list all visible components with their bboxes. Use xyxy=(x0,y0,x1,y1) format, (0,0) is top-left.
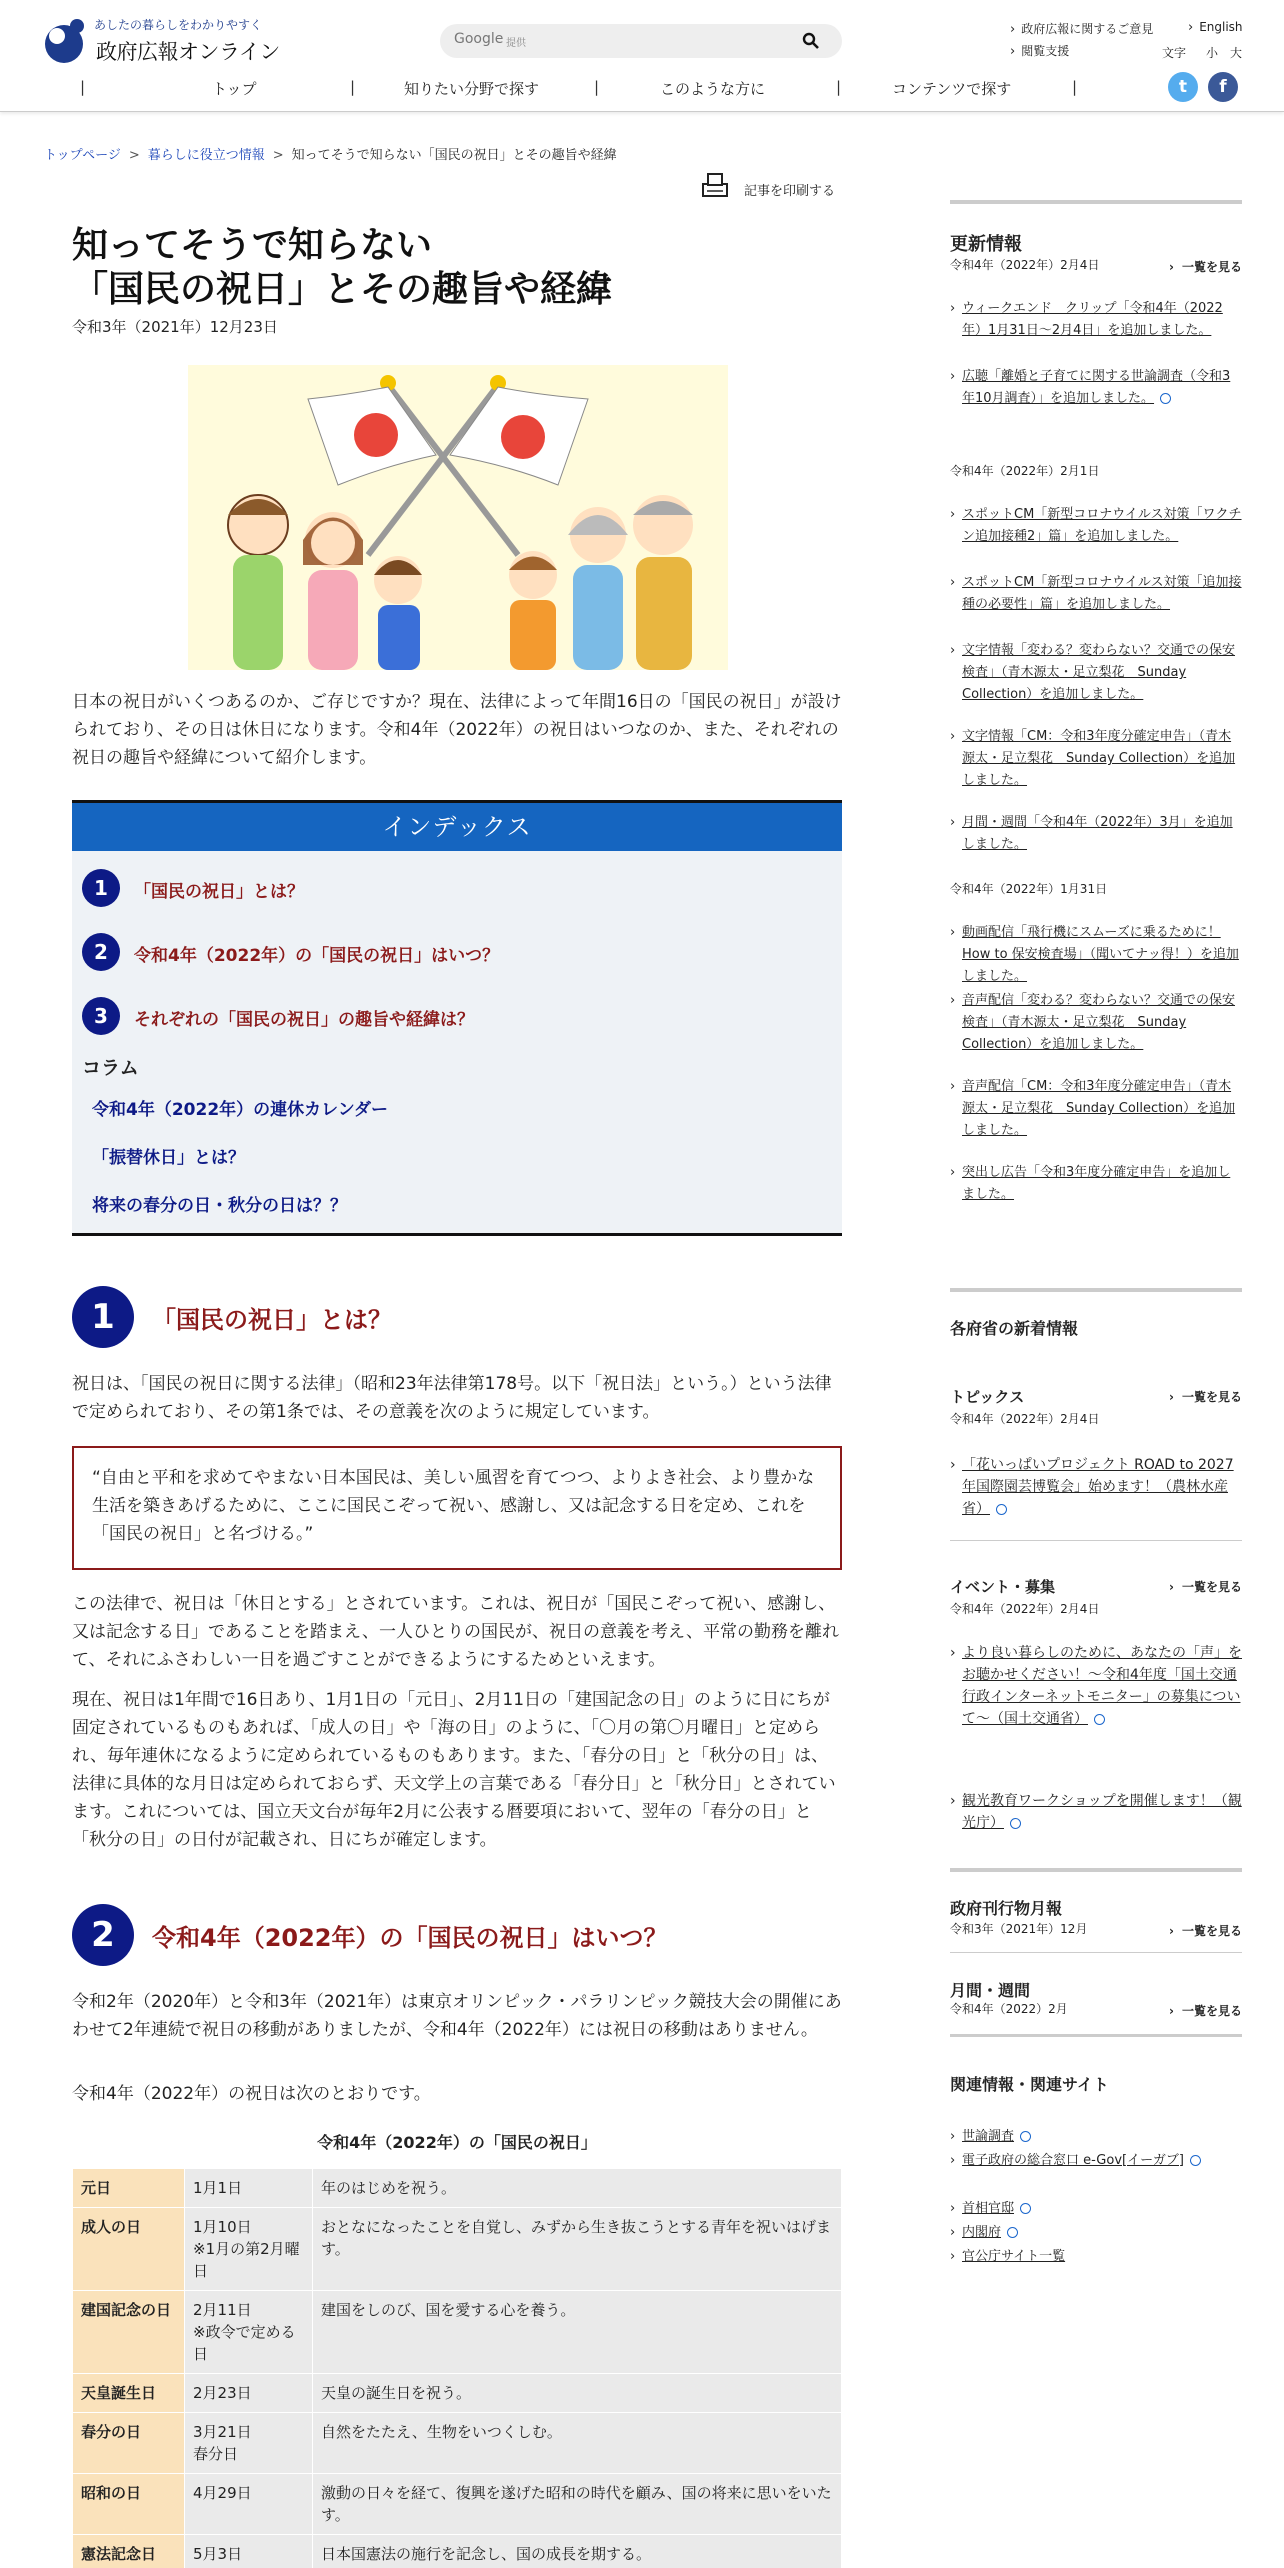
holiday-row xyxy=(73,2169,842,2208)
holiday-row xyxy=(73,2413,842,2474)
column-heading: コラム xyxy=(82,1057,139,1079)
updates-date: 令和4年（2022年）1月31日 xyxy=(950,882,1108,896)
topics-heading: トピックス xyxy=(950,1388,1025,1406)
holiday-date: 1月10日 ※1月の第2月曜日 xyxy=(185,2208,313,2291)
external-link-icon xyxy=(1160,393,1171,404)
facebook-icon[interactable]: f xyxy=(1208,72,1238,102)
events-item-1[interactable]: › より良い暮らしのために、あなたの「声」をお聴かせください！～令和4年度「国土交通行政インターネットモニター」の募集について～（国土交通省） xyxy=(950,1642,1242,1730)
law-quote: “自由と平和を求めてやまない日本国民は、美しい風習を育てつつ、よりよき社会、より豊かな生活を築きあげるために、ここに国民こぞって祝い、感謝し、又は記念する日を定め、これを「国民の祝日」と名づける。” xyxy=(72,1446,842,1570)
column-link-substitute[interactable]: 「振替休日」とは？ xyxy=(92,1148,245,1168)
section-2-p1: 令和2年（2020年）と令和3年（2021年）は東京オリンピック・パラリンピック競技大会の開催にあわせて2年連続で祝日の移動がありましたが、令和4年（2022年）には祝日の移動はありません。 xyxy=(72,1992,842,2040)
topics-item[interactable]: › 「花いっぱいプロジェクト ROAD to 2027年国際園芸博覧会」始めます！（農林水産省） xyxy=(950,1454,1242,1520)
holiday-name: 建国記念の日 xyxy=(73,2291,185,2374)
accessibility-link[interactable]: › 閲覧支援 xyxy=(1010,42,1069,59)
holiday-description: 建国をしのび、国を愛する心を養う。 xyxy=(313,2291,842,2374)
search-placeholder: 提供 xyxy=(506,38,526,49)
section-1-p1: 祝日は、「国民の祝日に関する法律」（昭和23年法律第178号。以下「祝日法」という。）という法律で定められており、その第1条では、その意義を次のように規定しています。 xyxy=(72,1374,832,1422)
twitter-icon[interactable]: t xyxy=(1168,72,1198,102)
holiday-row xyxy=(73,2374,842,2413)
holiday-description: 激動の日々を経て、復興を遂げた昭和の時代を顧み、国の将来に思いをいたす。 xyxy=(313,2474,842,2535)
related-link[interactable]: › 内閣府 xyxy=(950,2222,1242,2244)
holiday-name: 昭和の日 xyxy=(73,2474,185,2535)
updates-more-link[interactable]: › 一覧を見る xyxy=(1169,258,1242,275)
monthly-heading: 政府刊行物月報 xyxy=(950,1899,1063,1918)
update-item[interactable]: › スポットCM「新型コロナウイルス対策「ワクチン追加接種2」篇」を追加しました。 xyxy=(950,504,1242,548)
breadcrumb-current: 知ってそうで知らない「国民の祝日」とその趣旨や経緯 xyxy=(291,148,617,163)
monthly-date: 令和3年（2021年）12月 xyxy=(950,1922,1088,1936)
breadcrumb-life[interactable]: 暮らしに役立つ情報 xyxy=(147,148,265,163)
update-item[interactable]: › 動画配信「飛行機にスムーズに乗るために！How to 保安検査場」（聞いてナッ得！）を追加しました。 xyxy=(950,922,1242,988)
holiday-description: 日本国憲法の施行を記念し、国の成長を期する。 xyxy=(313,2535,842,2568)
column-link-calendar[interactable]: 令和4年（2022年）の連休カレンダー xyxy=(92,1100,389,1120)
updates-date: 令和4年（2022年）2月4日 xyxy=(950,258,1100,272)
events-heading: イベント・募集 xyxy=(950,1578,1056,1596)
article-date: 令和3年（2021年）12月23日 xyxy=(72,318,278,336)
holiday-description: 自然をたたえ、生物をいつくしむ。 xyxy=(313,2413,842,2474)
holiday-table xyxy=(72,2168,842,2568)
breadcrumb: トップページ > 暮らしに役立つ情報 > 知ってそうで知らない「国民の祝日」とその趣旨や経緯 xyxy=(44,148,617,163)
events-more-link[interactable]: › 一覧を見る xyxy=(1169,1578,1242,1595)
update-item[interactable]: › 文字情報「変わる？変わらない？交通での保安検査」（青木源太・足立梨花 Sunday Collection）を追加しました。 xyxy=(950,640,1242,706)
holiday-description: 天皇の誕生日を祝う。 xyxy=(313,2374,842,2413)
ministries-heading: 各府省の新着情報 xyxy=(950,1319,1079,1338)
search-icon[interactable] xyxy=(802,32,820,50)
print-label: 記事を印刷する xyxy=(744,184,836,199)
nav-audience[interactable]: このような方に xyxy=(660,80,766,98)
related-heading: 関連情報・関連サイト xyxy=(950,2075,1109,2094)
section-1-p2: この法律で、祝日は「休日とする」とされています。これは、祝日が「国民こぞって祝い、感謝し、又は記念する日」であることを踏まえ、一人ひとりの国民が、祝日の意義を考え、平常の勤務を離れて、それにふさわしい一日を過ごすことができるようにするためといえます。 xyxy=(72,1594,840,1670)
print-button[interactable] xyxy=(700,172,842,200)
update-item[interactable]: › スポットCM「新型コロナウイルス対策「追加接種の必要性」篇」を追加しました。 xyxy=(950,572,1242,616)
nav-contents[interactable]: コンテンツで探す xyxy=(892,80,1012,98)
update-item[interactable]: › 文字情報「CM：令和3年度分確定申告」（青木源太・足立梨花 Sunday Collection）を追加しました。 xyxy=(950,726,1242,792)
external-link-icon xyxy=(1010,1818,1021,1829)
english-link[interactable]: › English xyxy=(1188,20,1243,35)
update-item[interactable]: › 広聴「離婚と子育てに関する世論調査（令和3年10月調査）」を追加しました。 xyxy=(950,366,1242,410)
holiday-row xyxy=(73,2291,842,2374)
update-item[interactable]: › 突出し広告「令和3年度分確定申告」を追加しました。 xyxy=(950,1162,1242,1206)
text-size-large[interactable]: 大 xyxy=(1230,46,1243,60)
column-link-equinox[interactable]: 将来の春分の日・秋分の日は？？ xyxy=(92,1196,347,1216)
holiday-description: おとなになったことを自覚し、みずから生き抜こうとする青年を祝いはげます。 xyxy=(313,2208,842,2291)
intro-text: 日本の祝日がいくつあるのか、ご存じですか？現在、法律によって年間16日の「国民の祝日」が設けられており、その日は休日になります。令和4年（2022年）の祝日はいつなのか、また、それぞれの祝日の趣旨や経緯について紹介します。 xyxy=(72,692,842,768)
index-title: インデックス xyxy=(72,803,842,851)
topics-more-link[interactable]: › 一覧を見る xyxy=(1169,1388,1242,1405)
external-link-icon xyxy=(1007,2227,1018,2238)
text-size-label: 文字 xyxy=(1162,46,1187,60)
weekly-date: 令和4年（2022）2月 xyxy=(950,2002,1068,2016)
holiday-name: 春分の日 xyxy=(73,2413,185,2474)
holiday-row xyxy=(73,2208,842,2291)
updates-date: 令和4年（2022年）2月1日 xyxy=(950,464,1100,478)
section-1-p3: 現在、祝日は1年間で16日あり、1月1日の「元日」、2月11日の「建国記念の日」のように日にちが固定されているものもあれば、「成人の日」や「海の日」のように、「〇月の第〇月曜日」と定められ、毎年連休になるように定められているものもあります。また、「春分の日」と「秋分の日」は、法律に具体的な月日は定められておらず、天文学上の言葉である「春分日」と「秋分日」とされています。これについては、国立天文台が毎年2月に公表する暦要項において、翌年の「春分の日」と「秋分の日」の日付が記載され、日にちが確定します。 xyxy=(72,1690,836,1850)
related-link[interactable]: › 電子政府の総合窓口 e-Gov[イーガブ] xyxy=(950,2150,1242,2172)
section-2-p2: 令和4年（2022年）の祝日は次のとおりです。 xyxy=(72,2084,431,2104)
nav-top[interactable]: トップ xyxy=(212,80,257,98)
external-link-icon xyxy=(1020,2203,1031,2214)
search-brand: Google xyxy=(454,31,504,47)
holiday-date: 1月1日 xyxy=(185,2169,313,2208)
monthly-more-link[interactable]: › 一覧を見る xyxy=(1169,1922,1242,1939)
related-link[interactable]: › 世論調査 xyxy=(950,2126,1242,2148)
holiday-date: 5月3日 xyxy=(185,2535,313,2568)
update-item[interactable]: › ウィークエンド クリップ「令和4年（2022年）1月31日～2月4日」を追加しました。 xyxy=(950,298,1242,342)
opinion-link[interactable]: › 政府広報に関するご意見 xyxy=(1010,20,1153,37)
family-flags-illustration xyxy=(188,365,728,670)
update-item[interactable]: › 月間・週間「令和4年（2022年）3月」を追加しました。 xyxy=(950,812,1242,856)
nav-fields[interactable]: 知りたい分野で探す xyxy=(404,80,540,98)
site-tagline: あしたの暮らしをわかりやすく xyxy=(94,18,263,32)
text-size-small[interactable]: 小 xyxy=(1206,46,1219,60)
weekly-heading: 月間・週間 xyxy=(950,1981,1031,2000)
holiday-date: 2月23日 xyxy=(185,2374,313,2413)
external-link-icon xyxy=(1094,1714,1105,1725)
related-link[interactable]: › 官公庁サイト一覧 xyxy=(950,2246,1242,2268)
printer-icon xyxy=(700,172,730,200)
topics-date: 令和4年（2022年）2月4日 xyxy=(950,1412,1100,1426)
site-logo[interactable] xyxy=(44,14,284,70)
holiday-name: 天皇誕生日 xyxy=(73,2374,185,2413)
holiday-date: 3月21日 春分日 xyxy=(185,2413,313,2474)
search-box[interactable] xyxy=(440,24,842,58)
holiday-name: 憲法記念日 xyxy=(73,2535,185,2568)
weekly-more-link[interactable]: › 一覧を見る xyxy=(1169,2002,1242,2019)
holiday-description: 年のはじめを祝う。 xyxy=(313,2169,842,2208)
holiday-date: 2月11日 ※政令で定める日 xyxy=(185,2291,313,2374)
holiday-row xyxy=(73,2474,842,2535)
holiday-name: 成人の日 xyxy=(73,2208,185,2291)
holiday-date: 4月29日 xyxy=(185,2474,313,2535)
holiday-name: 元日 xyxy=(73,2169,185,2208)
site-header xyxy=(0,0,1284,112)
site-name: 政府広報オンライン xyxy=(96,40,280,64)
external-link-icon xyxy=(1020,2131,1031,2142)
external-link-icon xyxy=(996,1504,1007,1515)
external-link-icon xyxy=(1190,2155,1201,2166)
global-nav: | トップ | 知りたい分野で探す | このような方に | コンテンツで探す | xyxy=(80,78,1078,98)
logo-mark-icon xyxy=(44,16,90,66)
breadcrumb-top[interactable]: トップページ xyxy=(44,148,121,163)
holiday-table-title: 令和4年（2022年）の「国民の祝日」 xyxy=(317,2133,597,2152)
update-item[interactable]: › 音声配信「変わる？変わらない？交通での保安検査」（青木源太・足立梨花 Sunday Collection）を追加しました。 xyxy=(950,990,1242,1056)
page-title: 知ってそうで知らない 「国民の祝日」とその趣旨や経緯 xyxy=(72,225,613,310)
events-item-2[interactable]: › 観光教育ワークショップを開催します！（観光庁） xyxy=(950,1790,1242,1834)
index-box: インデックス 1 「国民の祝日」とは？ 2 令和4年（2022年）の「国民の祝日」はいつ？ 3 それぞれの「国民の祝日」の趣旨や経緯は？ コラム 令和4年（2022年）の連休カレンダー 「振替休日」とは？ 将来の春分の日・秋分の日は？？ xyxy=(72,800,842,1236)
updates-heading: 更新情報 xyxy=(950,234,1022,255)
events-date: 令和4年（2022年）2月4日 xyxy=(950,1602,1100,1616)
update-item[interactable]: › 音声配信「CM：令和3年度分確定申告」（青木源太・足立梨花 Sunday Collection）を追加しました。 xyxy=(950,1076,1242,1142)
related-link[interactable]: › 首相官邸 xyxy=(950,2198,1242,2220)
holiday-row xyxy=(73,2535,842,2568)
